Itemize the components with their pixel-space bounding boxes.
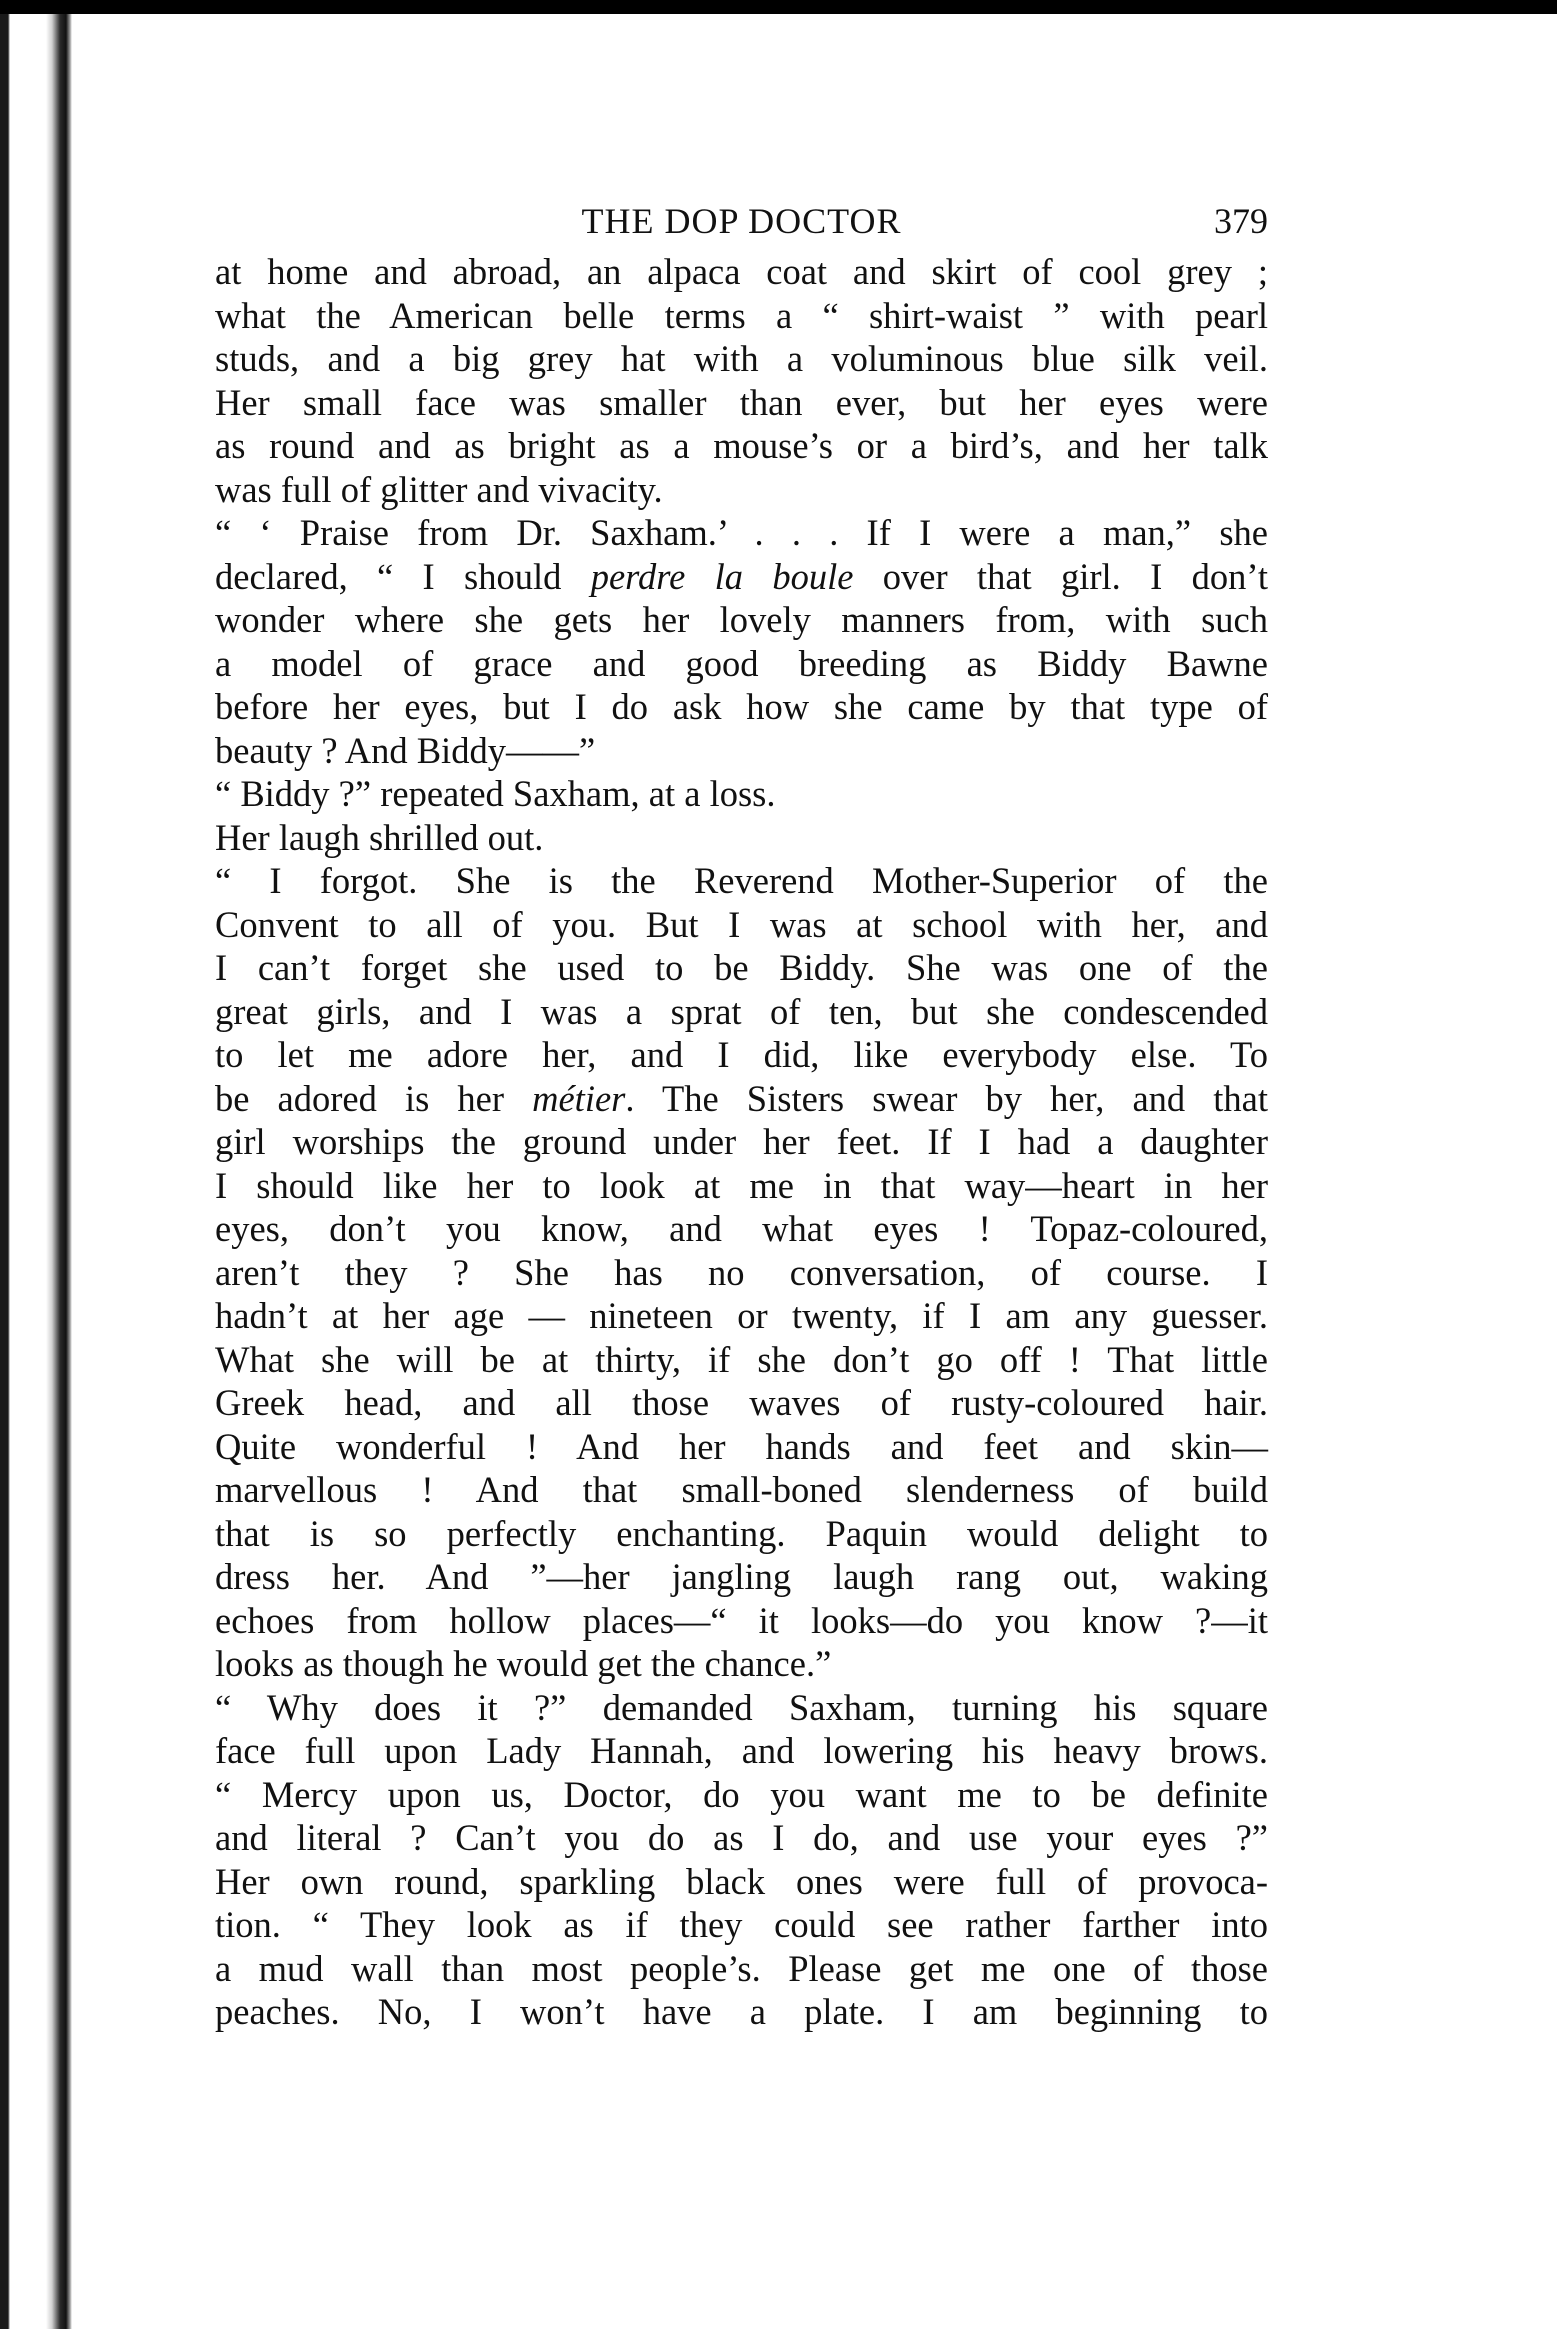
text-line: What she will be at thirty, if she don’t go off ! That little: [215, 1338, 1268, 1380]
text-line: declared, “ I should perdre la boule over that girl. I don’t: [215, 555, 1268, 597]
text-line: “ Biddy ?” repeated Saxham, at a loss.: [215, 773, 776, 814]
page-header: [215, 192, 1268, 250]
scan-binding-edge: [0, 14, 72, 2329]
text-line: as round and as bright as a mouse’s or a bird’s, and her talk: [215, 425, 1268, 466]
text-line: great girls, and I was a sprat of ten, but she condescended: [215, 990, 1268, 1032]
text-line: to let me adore her, and I did, like everybody else. To: [215, 1034, 1268, 1075]
text-line: peaches. No, I won’t have a plate. I am beginning to: [215, 1991, 1268, 2032]
body-text: [215, 250, 1268, 2034]
text-line: tion. “ They look as if they could see rather farther into: [215, 1904, 1268, 1945]
text-line: Quite wonderful ! And her hands and feet and skin—: [215, 1425, 1268, 1467]
text-line: “ Why does it ?” demanded Saxham, turning his square: [215, 1686, 1268, 1728]
text-line: before her eyes, but I do ask how she came by that type of: [215, 686, 1268, 727]
text-line: “ Mercy upon us, Doctor, do you want me to be definite: [215, 1773, 1268, 1815]
text-line: aren’t they ? She has no conversation, of course. I: [215, 1251, 1268, 1293]
text-line: a mud wall than most people’s. Please get me one of those: [215, 1947, 1268, 1989]
text-line: was full of glitter and vivacity.: [215, 468, 663, 510]
text-line: eyes, don’t you know, and what eyes ! Topaz-coloured,: [215, 1208, 1268, 1249]
text-line: I can’t forget she used to be Biddy. She was one of the: [215, 947, 1268, 988]
running-title: THE DOP DOCTOR: [581, 201, 902, 241]
italic-phrase: perdre la boule: [590, 555, 854, 597]
text-line: marvellous ! And that small-boned slenderness of build: [215, 1469, 1268, 1510]
scan-top-edge: [0, 0, 1557, 14]
text-line: a model of grace and good breeding as Biddy Bawne: [215, 642, 1268, 684]
text-line: beauty ? And Biddy——”: [215, 729, 596, 771]
text-line: Her laugh shrilled out.: [215, 816, 544, 858]
text-line: girl worships the ground under her feet. If I had a daughter: [215, 1121, 1268, 1162]
text-line: studs, and a big grey hat with a voluminous blue silk veil.: [215, 338, 1268, 379]
text-line: echoes from hollow places—“ it looks—do you know ?—it: [215, 1599, 1268, 1641]
text-line: looks as though he would get the chance.”: [215, 1643, 832, 1684]
text-line: what the American belle terms a “ shirt-waist ” with pearl: [215, 294, 1268, 336]
text-line: Her own round, sparkling black ones were full of provoca-: [215, 1860, 1268, 1902]
page-number: 379: [1214, 201, 1268, 241]
text-line: Convent to all of you. But I was at school with her, and: [215, 903, 1268, 945]
italic-phrase: métier: [532, 1077, 626, 1119]
text-line: and literal ? Can’t you do as I do, and use your eyes ?”: [215, 1817, 1268, 1858]
book-page: [215, 192, 1268, 2034]
text-line: dress her. And ”—her jangling laugh rang out, waking: [215, 1556, 1268, 1597]
text-line: face full upon Lady Hannah, and lowering his heavy brows.: [215, 1730, 1268, 1771]
text-line: wonder where she gets her lovely manners from, with such: [215, 599, 1268, 640]
text-line: Greek head, and all those waves of rusty-coloured hair.: [215, 1382, 1268, 1423]
text-line: at home and abroad, an alpaca coat and skirt of cool grey ;: [215, 251, 1268, 292]
text-line: that is so perfectly enchanting. Paquin would delight to: [215, 1512, 1268, 1554]
text-line: be adored is her métier. The Sisters swear by her, and that: [215, 1077, 1268, 1119]
text-line: Her small face was smaller than ever, but her eyes were: [215, 381, 1268, 423]
text-line: “ ‘ Praise from Dr. Saxham.’ . . . If I were a man,” she: [215, 512, 1268, 553]
text-line: “ I forgot. She is the Reverend Mother-Superior of the: [215, 860, 1268, 901]
text-line: I should like her to look at me in that way—heart in her: [215, 1164, 1268, 1206]
text-line: hadn’t at her age — nineteen or twenty, if I am any guesser.: [215, 1295, 1268, 1336]
